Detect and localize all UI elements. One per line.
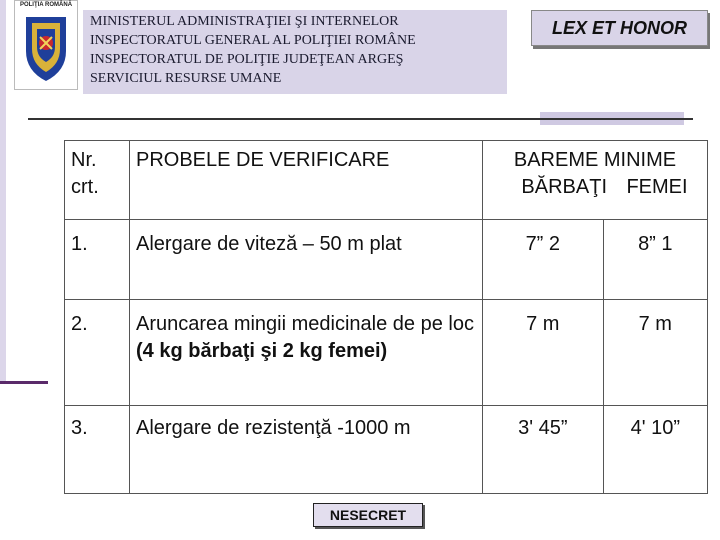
header-men: BĂRBAŢI [521,176,607,198]
table-row [65,220,708,300]
row-nr: 1. [65,220,130,300]
table-row [65,406,708,494]
classification-stamp [313,503,423,527]
institution-header [83,10,507,94]
row-probe-cell [130,300,483,406]
row-men-value: 7” 2 [483,220,604,300]
classification-text: NESECRET [329,507,407,523]
left-accent-bar [0,0,6,383]
header-line-county-inspectorate: INSPECTORATUL DE POLIŢIE JUDEŢEAN ARGEŞ [90,52,404,67]
row-women-value: 4' 10” [603,406,707,494]
row-nr: 2. [65,300,130,406]
header-gender-row [483,174,707,201]
coat-of-arms-icon [18,11,74,85]
row-women-value: 7 m [603,300,707,406]
header-line-general-inspectorate: INSPECTORATUL GENERAL AL POLIŢIEI ROMÂNE [90,33,416,48]
motto-box [531,10,708,46]
header-line-ministry: MINISTERUL ADMINISTRAŢIEI ŞI INTERNELOR [90,14,399,29]
table-header-row [65,141,708,220]
table-row [65,300,708,406]
row-probe: Alergare de viteză – 50 m plat [130,220,483,300]
header-probe: PROBELE DE VERIFICARE [130,141,483,220]
motto-text: LEX ET HONOR [551,18,687,38]
row-probe: Alergare de rezistenţă -1000 m [130,406,483,494]
tests-table [64,140,708,494]
header-line-service: SERVICIUL RESURSE UMANE [90,71,282,86]
left-accent-line [0,381,48,384]
row-nr: 3. [65,406,130,494]
header-women: FEMEI [626,176,688,198]
divider-line [28,118,693,120]
row-probe: Aruncarea mingii medicinale de pe loc [136,313,474,335]
header-bareme [483,141,708,220]
police-logo [14,0,78,90]
logo-caption: POLIŢIA ROMÂNĂ [19,2,73,8]
row-probe-detail: (4 kg bărbaţi şi 2 kg femei) [136,340,388,362]
header-bareme-title: BAREME MINIME [513,149,677,171]
row-men-value: 3' 45” [483,406,604,494]
row-men-value: 7 m [483,300,604,406]
row-women-value: 8” 1 [603,220,707,300]
header-nr: Nr. crt. [65,141,130,220]
